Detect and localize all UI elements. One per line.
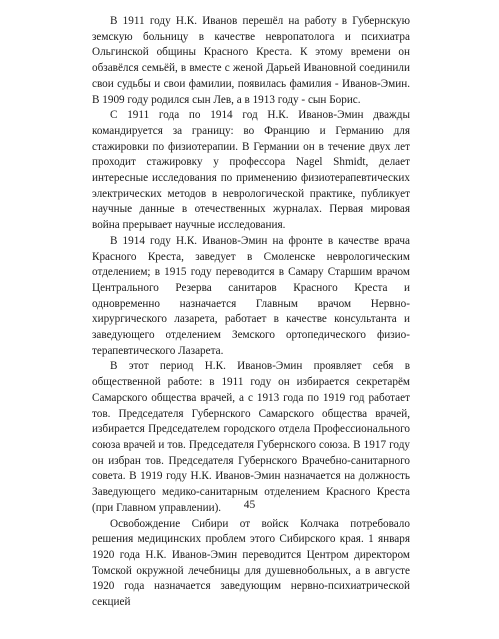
paragraph-1: В 1911 году Н.К. Иванов перешёл на работу в Губернскую земскую больницу в качестве невропатолога и психиатра Ольгинской общины Красного Креста. К этому времени он обзавёлся семьёй, в вместе с женой Дарьей Ивановной соединили свои судьбы и свои фамилии, появилась фамилия - Иванов-Эмин. В 1909 году родился сын Лев, а в 1913 году - сын Борис. (92, 15, 410, 106)
paragraph-5: Освобождение Сибири от войск Колчака потребовало решения медицинских проблем этого Сибирского края. 1 января 1920 года Н.К. Иванов-Эмин переводится Центром директором Томской окружной лечебницы для душевнобольных, а в августе 1920 года назначается заведующим нервно-психиатрической секцией (92, 517, 410, 609)
page-number: 45 (243, 499, 256, 511)
paragraph-2: С 1911 года по 1914 год Н.К. Иванов-Эмин дважды командируется за границу: во Францию и Германию для стажировки по физиотерапии. В Германии он в течение двух лет проходит стажировку у профессора Nagel Shmidt, делает интересные исследования по применению физиотерапевтических электрических методов в неврологической практике, публикует научные данные в отечественных журналах. Первая мировая война прерывает научные исследования. (92, 109, 410, 232)
paragraph-3: В 1914 году Н.К. Иванов-Эмин на фронте в качестве врача Красного Креста, заведует в Смоленске неврологическим отделением; в 1915 году переводится в Самару Старшим врачом Центрального Резерва санитаров Красного Креста и одновременно назначается Главным врачом Нервно-хирургического лазарета, работает в качестве консультанта и заведующего отделением Земского ортопедического физио-терапевтического Лазарета. (92, 234, 410, 357)
body-text (92, 14, 410, 611)
paragraph-4: В этот период Н.К. Иванов-Эмин проявляет себя в общественной работе: в 1911 году он избирается секретарём Самарского общества врачей, а с 1913 года по 1919 год работает тов. Председателя Губернского Самарского общества врачей, избирается Председателем городского отдела Профессионального союза врачей и тов. Председателя Губернского союза. В 1917 году он избран тов. Председателя Губернского Врачебно-санитарного совета. В 1919 году Н.К. Иванов-Эмин назначается на должность Заведующего медико-санитарным отделением Красного Креста (при Главном управлении). (92, 360, 410, 514)
